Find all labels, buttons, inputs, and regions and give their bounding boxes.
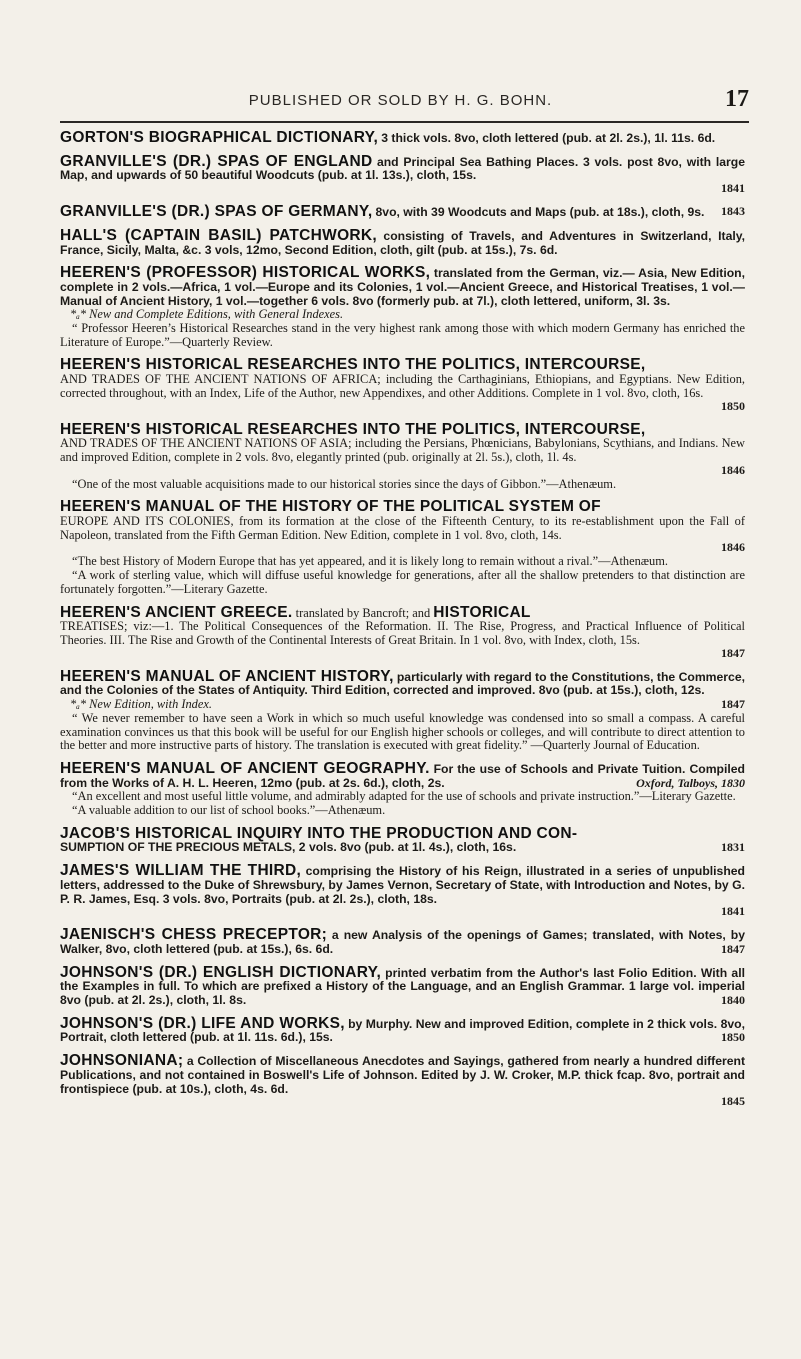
- entry-description: AND TRADES OF THE ANCIENT NATIONS OF AFRICA; including the Carthaginians, Ethiopians, and Egyptians. New Edition, corrected throughout, with an Index, Life of the Author, new Appendixes, and other Additions. Complete in 1 vol. 8vo, cloth, 16s.: [60, 372, 745, 400]
- entry-description: 3 thick vols. 8vo, cloth lettered (pub. at 2l. 2s.), 1l. 11s. 6d.: [381, 131, 716, 145]
- entry-year: 1846: [721, 540, 745, 555]
- entry-description: and Principal Sea Bathing Places. 3 vols. post 8vo, with large Map, and upwards of 50 beautiful Woodcuts (pub. at 1l. 13s.), cloth, 15s.: [60, 154, 745, 183]
- entry-year: 1831: [721, 840, 745, 855]
- catalogue-entry: [60, 603, 745, 661]
- entry-note: *ₐ* New and Complete Editions, with General Indexes.: [70, 307, 344, 322]
- entry-description: translated from the German, viz.— Asia, New Edition, complete in 2 vols.—Africa, 1 vol.—Europe and its Colonies, 1 vol.—Ancient Greece, and Historical Treatises, 1 vol.—Manual of Ancient History, 1 vol.—together 6 vols. 8vo (formerly pub. at 7l.), cloth lettered, uniform, 3l. 3s.: [60, 266, 745, 308]
- entry-year: 1850: [721, 1030, 745, 1045]
- entry-heading: HEEREN'S HISTORICAL RESEARCHES INTO THE POLITICS, INTERCOURSE,: [60, 356, 646, 374]
- header-rule: [60, 121, 749, 123]
- entry-description: consisting of Travels, and Adventures in Switzerland, Italy, France, Sicily, Malta, &c. 3 vols, 12mo, Second Edition, cloth, gilt (pub. at 15s.), 7s. 6d.: [60, 228, 745, 257]
- running-head-title: PUBLISHED OR SOLD BY H. G. BOHN.: [248, 92, 553, 109]
- entry-description: EUROPE AND ITS COLONIES, from its formation at the close of the Fifteenth Century, to its re-establishment upon the Fall of Napoleon, translated from the Fifth German Edition. New Edition, complete in 1 vol. 8vo, cloth, 14s.: [60, 514, 745, 542]
- entry-review-quote: “The best History of Modern Europe that has yet appeared, and it is likely long to remain without a rival.”—Athenæum.: [72, 554, 668, 569]
- entry-description: a new Analysis of the openings of Games; translated, with Notes, by Walker, 8vo, cloth lettered (pub. at 15s.), 6s. 6d.: [60, 928, 746, 956]
- entry-year: 1841: [721, 181, 745, 196]
- entry-heading: JOHNSON'S (DR.) ENGLISH DICTIONARY,: [60, 963, 382, 981]
- catalogue-entry: [60, 864, 745, 919]
- entry-review-quote: “A work of sterling value, which will diffuse useful knowledge for generations, after all the shallow pretenders to that distinction are fortunately forgotten.”—Literary Gazette.: [60, 568, 745, 596]
- entry-year: 1850: [721, 398, 745, 413]
- entry-heading: HEEREN'S HISTORICAL RESEARCHES INTO THE POLITICS, INTERCOURSE,: [60, 420, 646, 438]
- catalogue-entry: [60, 963, 745, 1008]
- entry-year: 1847: [721, 645, 745, 660]
- catalogue-entries: [60, 131, 745, 1118]
- catalogue-entry: [60, 152, 745, 196]
- catalogue-entry: [60, 759, 745, 818]
- entry-heading: HALL'S (CAPTAIN BASIL) PATCHWORK,: [60, 226, 378, 244]
- entry-review-quote: “ Professor Heeren’s Historical Researches stand in the very highest rank among those with which modern Germany has enriched the Literature of Europe.”—Quarterly Review.: [60, 321, 745, 349]
- entry-year: 1843: [721, 204, 745, 219]
- catalogue-entry: [60, 205, 745, 220]
- entry-description: [60, 841, 745, 855]
- entry-heading: HEEREN'S ANCIENT GREECE.: [60, 603, 293, 621]
- entry-description: 8vo, with 39 Woodcuts and Maps (pub. at 18s.), cloth, 9s.: [375, 205, 705, 220]
- entry-year: 1845: [721, 1094, 745, 1109]
- entry-heading: HEEREN'S (PROFESSOR) HISTORICAL WORKS,: [60, 264, 431, 282]
- entry-heading-continued: HISTORICAL: [433, 603, 531, 621]
- entry-heading: HEEREN'S MANUAL OF ANCIENT GEOGRAPHY.: [60, 759, 430, 777]
- entry-description: printed verbatim from the Author's last Folio Edition. With all the Examples in full. To which are prefixed a History of the Language, and an English Grammar. 1 large vol. imperial 8vo (pub. at 2l. 2s.), cloth, 1l. 8s.: [60, 965, 745, 1008]
- entry-description: TREATISES; viz:—1. The Political Consequences of the Reformation. II. The Rise, Progress, and Practical Influence of Political Theories. III. The Rise and Growth of the Continental Interests of Great Britain. In 1 vol. 8vo, with Index, cloth, 15s.: [60, 619, 745, 647]
- entry-description-text: SUMPTION OF THE PRECIOUS METALS, 2 vols. 8vo (pub. at 1l. 4s.), cloth, 16s.: [60, 840, 517, 855]
- entry-description: For the use of Schools and Private Tuition. Compiled from the Works of A. H. L. Heeren, 12mo (pub. at 2s. 6d.), cloth, 2s.: [60, 761, 745, 790]
- catalogue-entry: [60, 358, 745, 413]
- catalogue-entry: [60, 131, 745, 146]
- entry-year: 1841: [721, 904, 745, 919]
- catalogue-entry: [60, 266, 745, 349]
- entry-description: AND TRADES OF THE ANCIENT NATIONS OF ASIA; including the Persians, Phœnicians, Babylonians, Scythians, and Indians. New and improved Edition, complete in 2 vols. 8vo, elegantly printed (pub. originally at 2l. 5s.), cloth, 1l. 4s.: [60, 436, 745, 464]
- entry-description: particularly with regard to the Constitutions, the Commerce, and the Colonies of the States of Antiquity. Third Edition, corrected and improved. 8vo (pub. at 15s.), cloth, 12s.: [60, 669, 745, 698]
- entry-translator: translated by Bancroft; and: [295, 605, 431, 620]
- catalogue-entry: [60, 824, 745, 855]
- entry-description: by Murphy. New and improved Edition, complete in 2 thick vols. 8vo, Portrait, cloth lettered (pub. at 1l. 11s. 6d.), 15s.: [60, 1016, 745, 1045]
- entry-heading: JAMES'S WILLIAM THE THIRD,: [60, 862, 302, 880]
- page-number: 17: [725, 86, 749, 112]
- catalogue-entry: [60, 1054, 745, 1109]
- catalogue-entry: [60, 226, 745, 257]
- catalogue-entry: [60, 1014, 745, 1045]
- catalogue-entry: [60, 928, 745, 956]
- entry-review-quote: “An excellent and most useful little volume, and admirably adapted for the use of schools and private instruction.”—Literary Gazette.: [72, 789, 736, 804]
- entry-year: 1847: [721, 697, 745, 712]
- catalogue-entry: [60, 667, 745, 753]
- entry-heading: GRANVILLE'S (DR.) SPAS OF ENGLAND: [60, 152, 373, 170]
- entry-heading: JOHNSON'S (DR.) LIFE AND WORKS,: [60, 1014, 345, 1032]
- entry-review-quote: “ We never remember to have seen a Work in which so much useful knowledge was condensed into so small a compass. A careful examination convinces us that this book will be useful for our English higher schools or colleges, and will contribute to direct attention to the better and more instructive parts of history. The translation is executed with great fidelity.” —Quarterly Journal of Education.: [60, 710, 745, 753]
- entry-review-quote: “A valuable addition to our list of school books.”—Athenæum.: [72, 803, 386, 818]
- entry-note: [60, 698, 745, 712]
- entry-imprint: Oxford, Talboys, 1830: [636, 775, 745, 790]
- catalogue-entry: [60, 500, 745, 596]
- entry-year: 1847: [721, 941, 745, 956]
- entry-heading: JOHNSONIANA;: [60, 1052, 184, 1070]
- entry-heading: GRANVILLE'S (DR.) SPAS OF GERMANY,: [60, 203, 373, 221]
- entry-year: 1840: [721, 993, 745, 1008]
- entry-note-text: *ₐ* New Edition, with Index.: [70, 697, 212, 712]
- entry-heading: HEEREN'S MANUAL OF THE HISTORY OF THE POLITICAL SYSTEM OF: [60, 498, 601, 516]
- entry-heading: HEEREN'S MANUAL OF ANCIENT HISTORY,: [60, 667, 394, 685]
- running-head: [0, 86, 801, 122]
- entry-heading: JAENISCH'S CHESS PRECEPTOR;: [60, 926, 328, 944]
- entry-description: a Collection of Miscellaneous Anecdotes and Sayings, gathered from nearly a hundred different Publications, and not contained in Boswell's Life of Johnson. Edited by J. W. Croker, M.P. thick fcap. 8vo, portrait and frontispiece (pub. at 10s.), cloth, 4s. 6d.: [60, 1054, 745, 1096]
- catalogue-entry: [60, 420, 745, 492]
- entry-heading: GORTON'S BIOGRAPHICAL DICTIONARY,: [60, 129, 379, 146]
- entry-description: comprising the History of his Reign, illustrated in a series of unpublished letters, addressed to the Duke of Shrewsbury, by James Vernon, Secretary of State, with Introduction and Notes, by G. P. R. James, Esq. 3 vols. 8vo, Portraits (pub. at 2l. 2s.), cloth, 18s.: [60, 864, 746, 906]
- entry-year: 1846: [721, 462, 745, 477]
- entry-heading: JACOB'S HISTORICAL INQUIRY INTO THE PRODUCTION AND CON-: [60, 824, 578, 842]
- entry-review-quote: “One of the most valuable acquisitions made to our historical stories since the days of Gibbon.”—Athenæum.: [72, 476, 617, 491]
